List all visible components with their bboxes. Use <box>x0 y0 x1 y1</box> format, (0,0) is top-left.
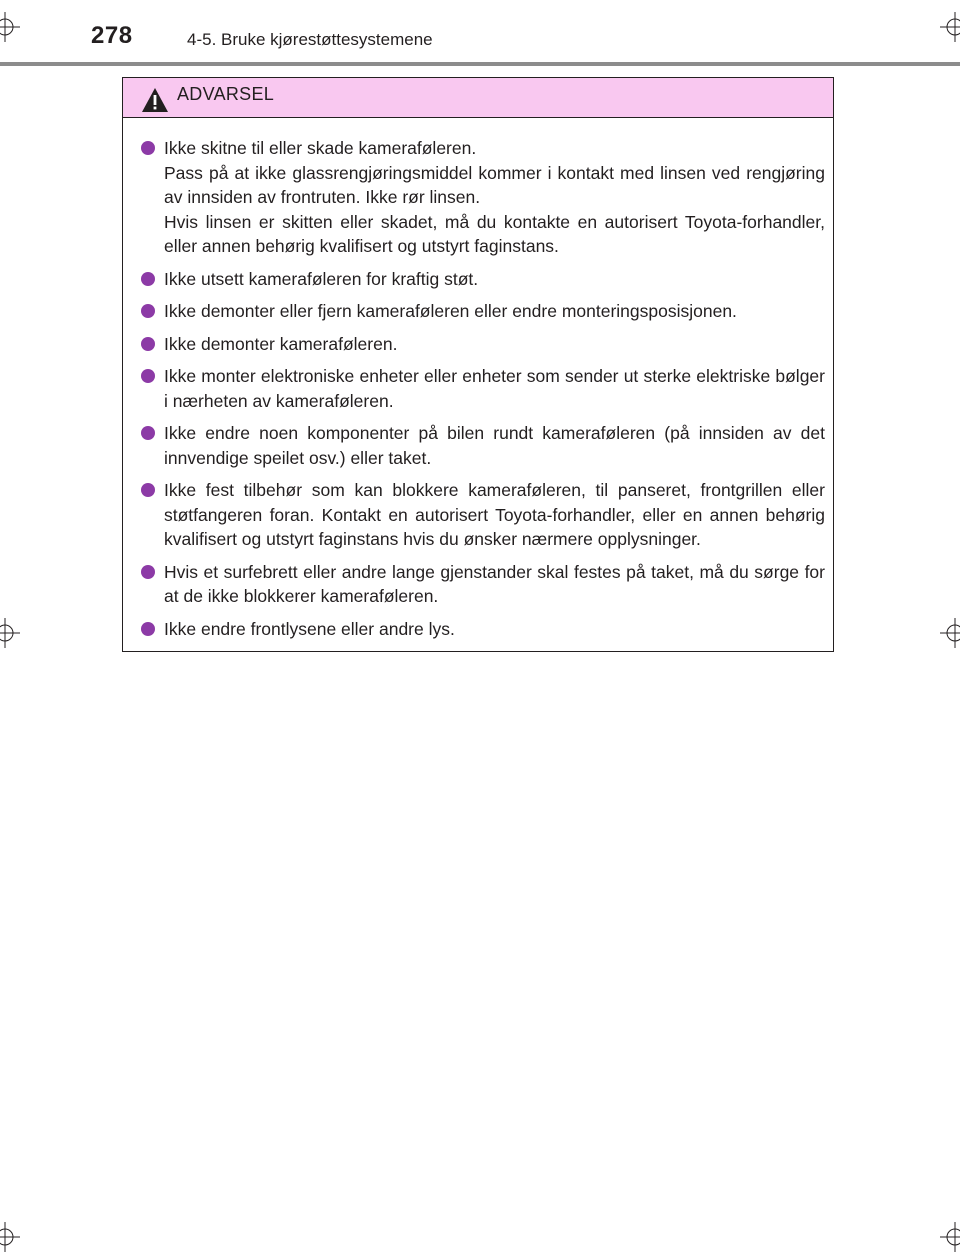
bullet-icon <box>141 622 155 636</box>
warning-triangle-icon <box>141 87 169 113</box>
warning-item-text: Ikke endre frontlysene eller andre lys. <box>164 618 455 639</box>
warning-item-text: Ikke fest tilbehør som kan blokkere kameraføleren, til panseret, frontgrillen eller støtfangeren foran. Kontakt en autorisert Toyota-forhandler, eller en annen behørig kvalifisert og utstyrt faginstans hvis du ønsker nærmere opplysninger. <box>164 480 825 549</box>
section-title: 4-5. Bruke kjørestøttesystemene <box>187 30 433 49</box>
registration-mark-icon <box>940 618 960 648</box>
page-number: 278 <box>91 22 133 49</box>
warning-item <box>141 332 825 357</box>
bullet-icon <box>141 369 155 383</box>
warning-item <box>141 136 825 259</box>
warning-item <box>141 267 825 292</box>
warning-item-text: Ikke utsett kameraføleren for kraftig støt. <box>164 268 479 289</box>
bullet-icon <box>141 337 155 351</box>
warning-item <box>141 617 825 642</box>
bullet-icon <box>141 483 155 497</box>
registration-mark-icon <box>0 12 20 42</box>
warning-list <box>123 118 833 641</box>
warning-item <box>141 364 825 413</box>
bullet-icon <box>141 304 155 318</box>
warning-label: ADVARSEL <box>177 84 275 104</box>
warning-item-text: Ikke demonter kameraføleren. <box>164 333 398 354</box>
registration-mark-icon <box>0 1222 20 1252</box>
bullet-icon <box>141 272 155 286</box>
warning-box <box>122 77 834 652</box>
warning-item-text: Ikke endre noen komponenter på bilen rundt kameraføleren (på innsiden av det innvendige speilet osv.) eller taket. <box>164 423 825 468</box>
warning-item-text: Pass på at ikke glassrengjøringsmiddel kommer i kontakt med linsen ved rengjøring av innsiden av frontruten. Ikke rør linsen. <box>164 162 825 207</box>
header-rule <box>0 62 960 66</box>
warning-item <box>141 560 825 609</box>
registration-mark-icon <box>940 1222 960 1252</box>
bullet-icon <box>141 426 155 440</box>
warning-item-text: Ikke demonter eller fjern kameraføleren eller endre monteringsposisjonen. <box>164 301 737 321</box>
registration-mark-icon <box>940 12 960 42</box>
bullet-icon <box>141 141 155 155</box>
warning-item-text: Hvis linsen er skitten eller skadet, må du kontakte en autorisert Toyota-forhandler, eller annen behørig kvalifisert og utstyrt faginstans. <box>164 211 825 256</box>
warning-item <box>141 421 825 470</box>
warning-item <box>141 478 825 552</box>
warning-item-text: Ikke monter elektroniske enheter eller enheter som sender ut sterke elektriske bølger i nærheten av kameraføleren. <box>164 366 825 411</box>
warning-item-text: Hvis et surfebrett eller andre lange gjenstander skal festes på taket, må du sørge for at de ikke blokkerer kameraføleren. <box>164 561 825 606</box>
warning-header <box>123 78 833 118</box>
warning-item <box>141 299 825 324</box>
bullet-icon <box>141 565 155 579</box>
warning-item-text: Ikke skitne til eller skade kameraføleren. <box>164 138 477 158</box>
registration-mark-icon <box>0 618 20 648</box>
